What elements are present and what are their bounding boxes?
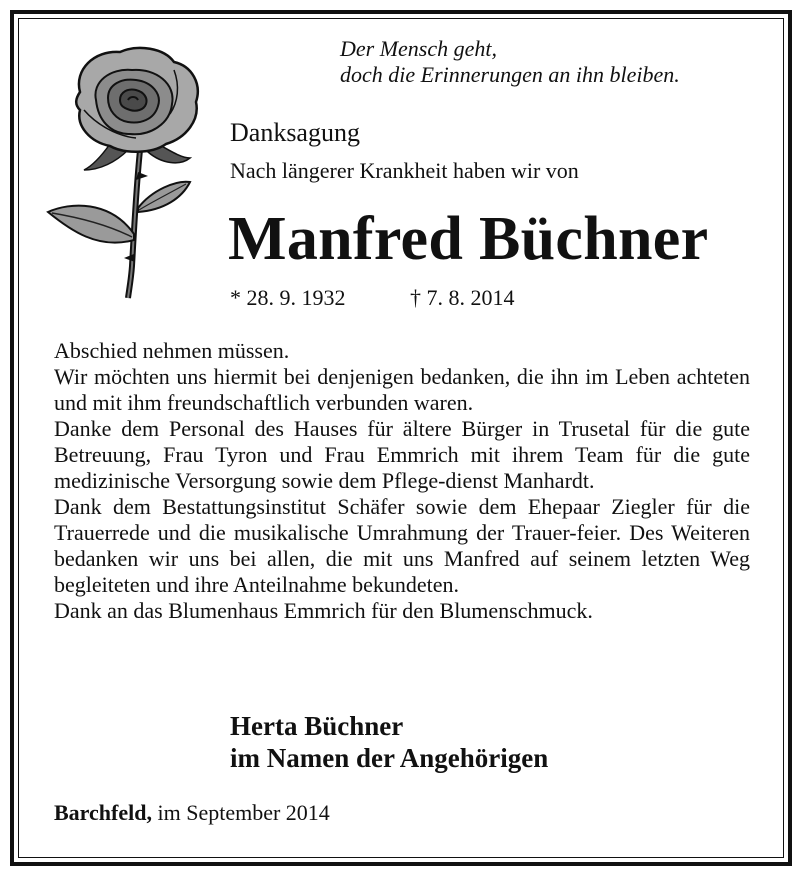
body-paragraph: Danke dem Personal des Hauses für ältere Bürger in Trusetal für die gute Betreuung, Frau Tyron und Frau Emmrich mit ihrem Team für die gute medizinische Versorgung sowie dem Pflege-dienst Manhardt. — [54, 416, 750, 493]
birth-date: * 28. 9. 1932 — [230, 285, 346, 310]
intro-text: Nach längerer Krankheit haben wir von — [230, 158, 579, 183]
place-name: Barchfeld, — [54, 800, 152, 825]
notice-date: im September 2014 — [157, 800, 330, 825]
signature-name: Herta Büchner — [230, 711, 404, 741]
motto-line-2: doch die Erinnerungen an ihn bleiben. — [340, 62, 680, 87]
motto-line-1: Der Mensch geht, — [340, 36, 498, 61]
signature — [230, 710, 548, 774]
death-date: † 7. 8. 2014 — [410, 285, 515, 310]
body-paragraph: Wir möchten uns hiermit bei denjenigen bedanken, die ihn im Leben achteten und mit ihm freundschaftlich verbunden waren. — [54, 364, 750, 415]
notice-body — [54, 338, 750, 624]
body-paragraph: Abschied nehmen müssen. — [54, 338, 290, 363]
heading-danksagung: Danksagung — [230, 118, 360, 147]
place-date — [54, 800, 330, 826]
motto — [340, 36, 680, 88]
signature-subtitle: im Namen der Angehörigen — [230, 743, 549, 773]
deceased-name: Manfred Büchner — [228, 205, 709, 273]
rose-icon — [40, 40, 210, 302]
body-paragraph: Dank dem Bestattungsinstitut Schäfer sowie dem Ehepaar Ziegler für die Trauerrede und die musikalische Umrahmung der Trauer-feier. Des Weiteren bedanken wir uns bei allen, die mit uns Manfred auf seinem letzten Weg begleiteten und ihre Anteilnahme bekundeten. — [54, 494, 750, 597]
body-paragraph: Dank an das Blumenhaus Emmrich für den Blumenschmuck. — [54, 598, 593, 623]
